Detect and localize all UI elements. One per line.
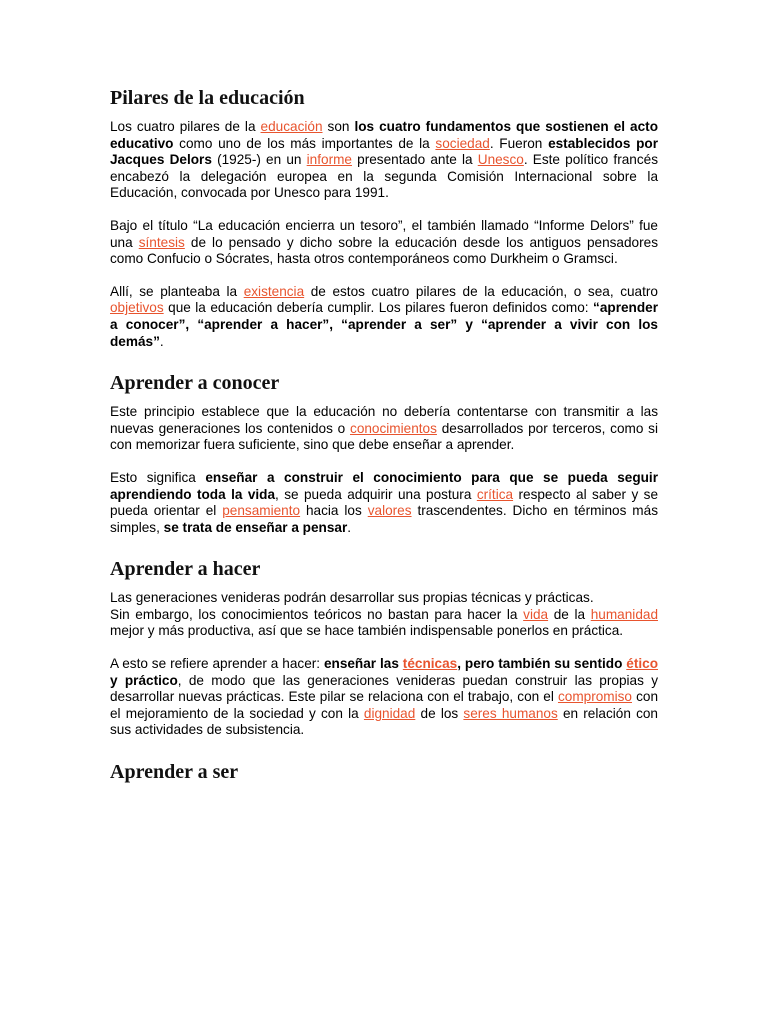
link-seres-humanos[interactable]: seres humanos bbox=[463, 705, 558, 721]
link-existencia[interactable]: existencia bbox=[243, 283, 305, 299]
link-tecnicas[interactable]: técnicas bbox=[402, 656, 458, 672]
heading-aprender-a-conocer: Aprender a conocer bbox=[110, 372, 280, 395]
paragraph-hacer-sin-embargo: Sin embargo, los conocimientos teóricos no bastan para hacer la vida de la humanidad mejor y más productiva, así que se hace también indispensable ponerlos en práctica. bbox=[110, 606, 658, 639]
link-vida[interactable]: vida bbox=[523, 606, 549, 622]
heading-aprender-a-hacer: Aprender a hacer bbox=[110, 558, 261, 581]
link-dignidad[interactable]: dignidad bbox=[363, 705, 416, 721]
link-conocimientos[interactable]: conocimientos bbox=[350, 420, 437, 436]
paragraph-intro: Los cuatro pilares de la educación son los cuatro fundamentos que sostienen el acto educativo como uno de los más importantes de la sociedad. Fueron establecidos por Jacques Delors (1925-) en un informe presentado ante la Unesco. Este político francés encabezó la delegación europea en la segunda Comisión Internacional sobre la Educación, convocada por Unesco para 1991. bbox=[110, 119, 658, 201]
link-sociedad[interactable]: sociedad bbox=[435, 135, 490, 151]
link-objetivos[interactable]: objetivos bbox=[110, 300, 164, 316]
paragraph-hacer-refiere: A esto se refiere aprender a hacer: enseñar las técnicas, pero también su sentido ético y práctico, de modo que las generaciones venideras puedan construir las propias y desarrollar nuevas prácticas. Este pilar se relaciona con el trabajo, con el compromiso con el mejoramiento de la sociedad y con la dignidad de los seres humanos en relación con sus actividades de subsistencia. bbox=[110, 656, 659, 738]
link-valores[interactable]: valores bbox=[367, 503, 412, 519]
link-compromiso[interactable]: compromiso bbox=[557, 689, 632, 705]
heading-pilares: Pilares de la educación bbox=[110, 87, 305, 109]
paragraph-conocer-significa: Esto significa enseñar a construir el conocimiento para que se pueda seguir aprendiendo toda la vida, se pueda adquirir una postura crítica respecto al saber y se pueda orientar el pensamiento hacia los valores trascendentes. Dicho en términos más simples, se trata de enseñar a pensar. bbox=[110, 469, 659, 535]
paragraph-cuatro-pilares: Allí, se planteaba la existencia de estos cuatro pilares de la educación, o sea, cuatro objetivos que la educación debería cumplir. Los pilares fueron definidos como: “aprender a conocer”, “aprender a hacer”, “aprender a ser” y “aprender a vivir con los demás”. bbox=[110, 283, 658, 349]
document-body bbox=[110, 86, 658, 793]
paragraph-conocer-principio: Este principio establece que la educación no debería contentarse con transmitir a las nuevas generaciones los contenidos o conocimientos desarrollados por terceros, como si con memorizar fuera suficiente, sino que debe enseñar a aprender. bbox=[110, 404, 658, 453]
paragraph-informe-delors: Bajo el título “La educación encierra un tesoro”, el también llamado “Informe Delors” fue una síntesis de lo pensado y dicho sobre la educación desde los antiguos pensadores como Confucio o Sócrates, hasta otros contemporáneos como Durkheim o Gramsci. bbox=[110, 217, 658, 267]
link-etico[interactable]: ético bbox=[626, 656, 659, 672]
link-unesco[interactable]: Unesco bbox=[477, 152, 524, 168]
link-educacion[interactable]: educación bbox=[260, 119, 323, 134]
link-sintesis[interactable]: síntesis bbox=[138, 234, 185, 250]
link-critica[interactable]: crítica bbox=[476, 486, 514, 502]
heading-aprender-a-ser: Aprender a ser bbox=[110, 761, 239, 784]
paragraph-hacer-generaciones: Las generaciones venideras podrán desarrollar sus propias técnicas y prácticas. bbox=[110, 590, 594, 606]
link-pensamiento[interactable]: pensamiento bbox=[222, 503, 301, 519]
link-informe[interactable]: informe bbox=[306, 152, 352, 168]
link-humanidad[interactable]: humanidad bbox=[590, 606, 658, 622]
